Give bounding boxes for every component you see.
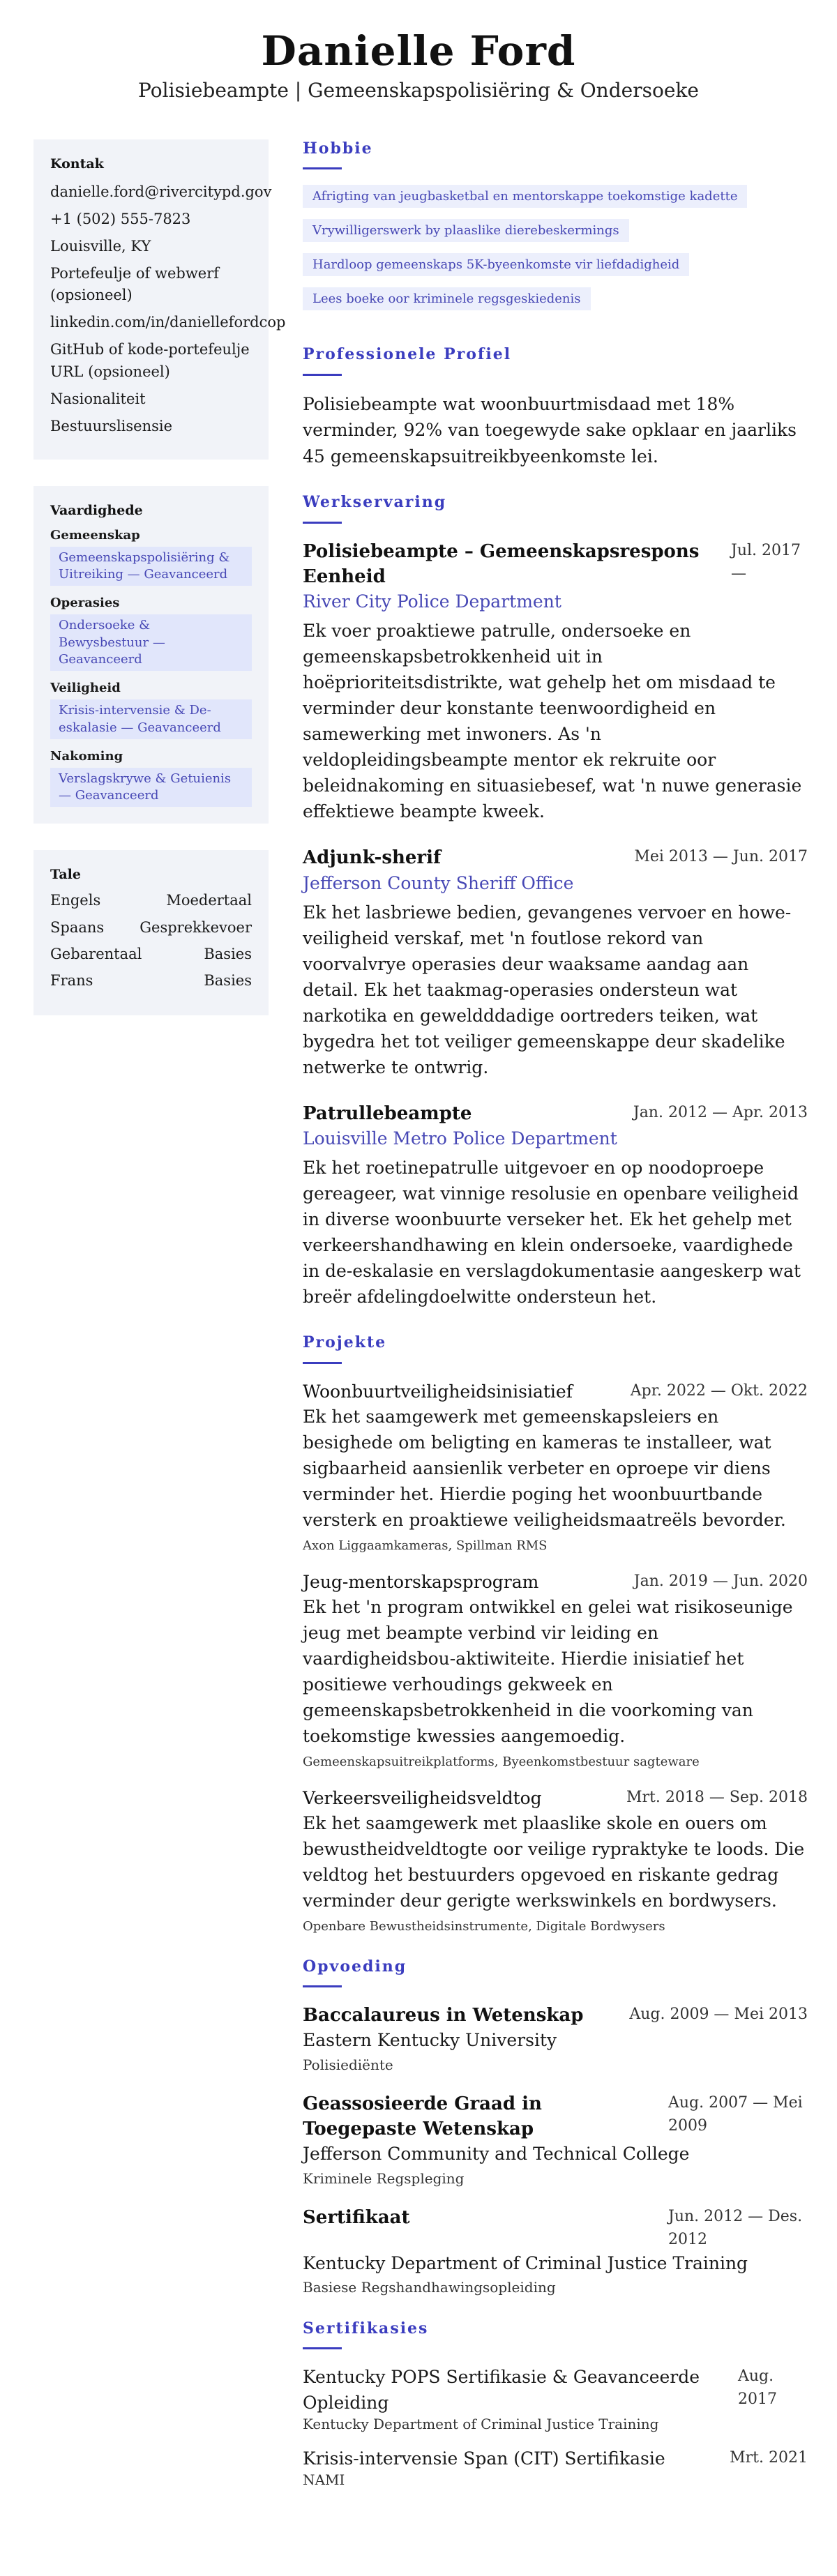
hobby-tag: Afrigting van jeugbasketbal en mentorskappe toekomstige kadette: [303, 185, 747, 208]
project-entry: [303, 1379, 808, 1553]
contact-card: [33, 139, 286, 460]
certification-name: Krisis-intervensie Span (CIT) Sertifikasie: [303, 2448, 665, 2469]
job-organization: River City Police Department: [303, 591, 561, 612]
skills-card: [33, 486, 269, 824]
candidate-subtitle: Polisiebeampte | Gemeenskapspolisiëring & Ondersoeke: [138, 78, 699, 102]
skill-category: Operasies: [50, 596, 120, 611]
project-title: Woonbuurtveiligheidsinisiatief: [303, 1381, 573, 1402]
sidebar: [33, 139, 286, 1042]
hobby-tag: Hardloop gemeenskaps 5K-byeenkomste vir liefdadigheid: [303, 253, 689, 276]
section-divider: [303, 1985, 342, 1987]
skill-item: Gemeenskapspolisiëring & Uitreiking — Geavanceerd: [50, 547, 252, 586]
certification-entry: [303, 2365, 808, 2432]
section-divider: [303, 522, 342, 524]
project-date: Jan. 2019 — Jun. 2020: [633, 1572, 808, 1590]
job-date: Mei 2013 — Jun. 2017: [634, 848, 808, 866]
job-organization: Jefferson County Sheriff Office: [303, 872, 574, 893]
experience-section: [303, 493, 808, 1310]
projects-title: Projekte: [303, 1333, 387, 1352]
contact-title: Kontak: [50, 156, 104, 172]
language-name: Gebarentaal: [50, 945, 142, 962]
section-divider: [303, 1362, 342, 1364]
job-description: Ek voer proaktiewe patrulle, ondersoeke en gemeenskapsbetrokkenheid uit in hoëprioriteitsdistrikte, wat gehelp het om misdaad te verminder deur konstante teenwoordigheid en samewerking met inwoners. As 'n veldopleidingsbeampte mentor ek rekruite oor beleidnakoming en situasiebesef, wat 'n nuwe generasie effektiewe beampte kweek.: [303, 621, 802, 822]
project-description: Ek het saamgewerk met gemeenskapsleiers en besighede om beligting en kameras te installeer, wat sigbaarheid aansienlik verbeter en oproepe vir diens verminder het. Hierdie poging het woonbuurtbande versterk en proaktiewe veiligheidsmaatreëls bevorder.: [303, 1406, 786, 1530]
hobbies-title: Hobbie: [303, 139, 373, 158]
language-row: [50, 946, 252, 963]
project-technologies: Gemeenskapsuitreikplatforms, Byeenkomstbestuur sagteware: [303, 1754, 700, 1769]
hobby-tag: Vrywilligerswerk by plaaslike dierebeskermings: [303, 219, 629, 242]
contact-phone[interactable]: +1 (502) 555-7823: [50, 211, 191, 228]
experience-entry: [303, 1101, 808, 1310]
certification-issuer: NAMI: [303, 2471, 345, 2489]
languages-title: Tale: [50, 867, 81, 883]
education-section: [303, 1957, 808, 2296]
education-date: Aug. 2009 — Mei 2013: [629, 2006, 808, 2024]
profile-text: Polisiebeampte wat woonbuurtmisdaad met 18% verminder, 92% van toegewyde sake opklaar en jaarliks 45 gemeenskapsuitreikbyeenkomste lei.: [303, 393, 797, 467]
language-name: Spaans: [50, 918, 105, 936]
project-title: Jeug-mentorskapsprogram: [303, 1571, 539, 1592]
resume-header: [0, 0, 837, 102]
language-level: Basies: [204, 945, 252, 962]
school-name: Eastern Kentucky University: [303, 2030, 557, 2051]
job-description: Ek het lasbriewe bedien, gevangenes vervoer en howe-veiligheid verskaf, met 'n foutlose rekord van voorvalvrye operasies deur waaksame aandag aan detail. Ek het taakmag-operasies ondersteun wat narkotika en geweldddadige oortreders teiken, wat bygedra het tot veiliger gemeenskappe deur skadelike netwerke te ontwrig.: [303, 902, 792, 1077]
education-entry: [303, 2091, 808, 2187]
profile-title: Professionele Profiel: [303, 345, 512, 364]
skill-category: Veiligheid: [50, 681, 121, 696]
section-divider: [303, 167, 342, 169]
project-title: Verkeersveiligheidsveldtog: [303, 1787, 542, 1808]
certification-entry: [303, 2446, 808, 2488]
language-row: [50, 892, 252, 909]
job-date: Jul. 2017 —: [731, 541, 801, 582]
certifications-section: [303, 2319, 808, 2488]
hobbies-section: [303, 139, 808, 321]
hobby-list: [303, 185, 808, 321]
section-divider: [303, 374, 342, 376]
job-date: Jan. 2012 — Apr. 2013: [633, 1103, 808, 1121]
job-organization: Louisville Metro Police Department: [303, 1128, 617, 1149]
contact-license: Bestuurslisensie: [50, 417, 173, 434]
certification-name: Kentucky POPS Sertifikasie & Geavanceerde Opleiding: [303, 2367, 700, 2413]
language-level: Moedertaal: [166, 892, 252, 909]
contact-portfolio: Portefeulje of webwerf (opsioneel): [50, 265, 220, 304]
project-technologies: Axon Liggaamkameras, Spillman RMS: [303, 1538, 548, 1553]
skill-category: Nakoming: [50, 748, 123, 764]
section-divider: [303, 2347, 342, 2349]
language-row: [50, 919, 252, 937]
study-field: Basiese Regshandhawingsopleiding: [303, 2278, 556, 2296]
contact-github: GitHub of kode-portefeulje URL (opsioneel): [50, 341, 250, 380]
skill-category: Gemeenskap: [50, 527, 140, 543]
project-description: Ek het saamgewerk met plaaslike skole en ouers om bewustheidveldtogte oor veilige rypraktyke te loods. Die veldtog het bestuurders opgevoed en riskante gedrag verminder deur gerigte werkswinkels en bordwysers.: [303, 1812, 805, 1911]
main-column: [303, 139, 808, 2512]
school-name: Jefferson Community and Technical College: [303, 2144, 690, 2165]
study-field: Kriminele Regspleging: [303, 2169, 465, 2187]
job-description: Ek het roetinepatrulle uitgevoer en op noodoproepe gereageer, wat vinnige resolusie en openbare veiligheid in diverse woonbuurte verseker het. Ek het gehelp met verkeershandhawing en klein ondersoeke, vaardighede in de-eskalasie en verslagdokumentasie aangeskerp wat breër afdelingdoelwitte ondersteun het.: [303, 1158, 801, 1308]
study-field: Polisiediënte: [303, 2056, 393, 2073]
education-title: Opvoeding: [303, 1957, 407, 1976]
education-entry: [303, 2003, 808, 2073]
education-entry: [303, 2205, 808, 2296]
project-technologies: Openbare Bewustheidsinstrumente, Digitale Bordwysers: [303, 1918, 665, 1934]
certifications-title: Sertifikasies: [303, 2319, 429, 2338]
projects-section: [303, 1333, 808, 1933]
degree-title: Baccalaureus in Wetenskap: [303, 2005, 584, 2026]
degree-title: Geassosieerde Graad in Toegepaste Wetenskap: [303, 2093, 542, 2140]
certification-issuer: Kentucky Department of Criminal Justice Training: [303, 2415, 659, 2432]
skill-item: Krisis-intervensie & De-eskalasie — Geavanceerd: [50, 699, 252, 739]
certification-date: Aug. 2017: [738, 2367, 777, 2409]
contact-nationality: Nasionaliteit: [50, 390, 146, 407]
experience-title: Werkservaring: [303, 493, 447, 512]
candidate-name: Danielle Ford: [261, 27, 576, 75]
education-date: Jun. 2012 — Des. 2012: [668, 2207, 803, 2248]
hobby-tag: Lees boeke oor kriminele regsgeskiedenis: [303, 287, 591, 310]
project-entry: [303, 1786, 808, 1934]
certification-date: Mrt. 2021: [730, 2448, 808, 2467]
contact-email[interactable]: danielle.ford@rivercitypd.gov: [50, 183, 272, 200]
skill-item: Verslagskrywe & Getuienis — Geavanceerd: [50, 768, 252, 808]
school-name: Kentucky Department of Criminal Justice Training: [303, 2252, 748, 2273]
contact-location: Louisville, KY: [50, 238, 151, 255]
job-title: Patrullebeampte: [303, 1103, 472, 1124]
languages-card: [33, 850, 269, 1015]
contact-linkedin[interactable]: linkedin.com/in/daniellefordcop: [50, 314, 286, 331]
language-level: Gesprekkevoer: [140, 918, 252, 936]
project-date: Apr. 2022 — Okt. 2022: [630, 1381, 808, 1400]
skills-title: Vaardighede: [50, 502, 143, 518]
job-title: Polisiebeampte – Gemeenskapsrespons Eenheid: [303, 540, 700, 588]
language-name: Frans: [50, 972, 93, 990]
project-description: Ek het 'n program ontwikkel en gelei wat risikoseunige jeug met beampte verbind vir leiding en vaardigheidsbou-aktiwiteite. Hierdie inisiatief het positiewe verhoudings gekweek en gemeenskapsbetrokkenheid in die voorkoming van toekomstige kwessies aangemoedig.: [303, 1596, 793, 1746]
project-date: Mrt. 2018 — Sep. 2018: [626, 1788, 808, 1806]
skill-item: Ondersoeke & Bewysbestuur — Geavanceerd: [50, 614, 252, 671]
degree-title: Sertifikaat: [303, 2206, 410, 2228]
job-title: Adjunk-sherif: [303, 847, 442, 869]
profile-section: [303, 345, 808, 469]
experience-entry: [303, 845, 808, 1079]
language-level: Basies: [204, 972, 252, 990]
experience-entry: [303, 539, 808, 825]
language-name: Engels: [50, 892, 101, 909]
project-entry: [303, 1570, 808, 1769]
language-row: [50, 972, 252, 990]
education-date: Aug. 2007 — Mei 2009: [668, 2093, 803, 2135]
